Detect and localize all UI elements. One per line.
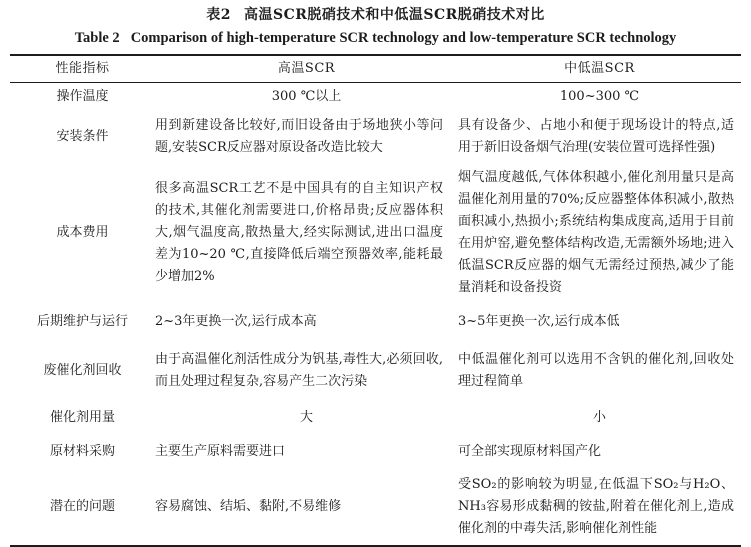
- low-temp-cell: 具有设备少、占地小和便于现场设计的特点,适用于新旧设备烟气治理(安装位置可选择性强): [458, 118, 734, 155]
- table-caption: [0, 0, 751, 48]
- low-temp-cell: 100~300 ℃: [559, 89, 640, 104]
- low-temp-cell: 烟气温度越低,气体体积越小,催化剂用量只是高温催化剂用量的70%;反应器整体体积减小,散热面积减小,热损小;系统结构集成度高,适用于目前在用炉窑,避免整体结构改造,无需额外场地;进入低温SCR反应器的烟气无需经过预热,减少了能量消耗和设备投资: [458, 170, 734, 295]
- table-header-row: [10, 56, 741, 83]
- high-temp-cell: 容易腐蚀、结垢、黏附,不易维修: [155, 499, 342, 514]
- row-indicator: 废催化剂回收: [43, 363, 122, 378]
- row-indicator: 成本费用: [56, 225, 109, 240]
- low-temp-cell: 小: [592, 410, 606, 425]
- low-temp-cell: 受SO₂的影响较为明显,在低温下SO₂与H₂O、NH₃容易形成黏稠的铵盐,附着在催化剂上,造成催化剂的中毒失活,影响催化剂性能: [458, 477, 734, 536]
- high-temp-cell: 大: [299, 410, 313, 425]
- high-temp-cell: 由于高温催化剂活性成分为钒基,毒性大,必须回收,而且处理过程复杂,容易产生二次污染: [155, 352, 443, 389]
- caption-zh-label: 表2: [206, 7, 231, 23]
- caption-en-title: Comparison of high-temperature SCR technology and low-temperature SCR technology: [130, 30, 677, 46]
- header-indicator: 性能指标: [55, 61, 110, 76]
- low-temp-cell: 中低温催化剂可以选用不含钒的催化剂,回收处理过程简单: [458, 352, 734, 389]
- low-temp-cell: 3~5年更换一次,运行成本低: [458, 314, 620, 329]
- caption-en-label: Table 2: [74, 30, 120, 46]
- header-high-temp-scr: 高温SCR: [277, 61, 336, 76]
- header-low-temp-scr: 中低温SCR: [564, 61, 635, 76]
- row-indicator: 原材料采购: [49, 444, 115, 459]
- table-row-cost: [10, 163, 741, 303]
- table-row-catalyst-dosage: [10, 401, 741, 435]
- table-row-raw-material-procurement: [10, 435, 741, 469]
- caption-chinese: [0, 5, 751, 25]
- low-temp-cell: 可全部实现原材料国产化: [458, 444, 602, 459]
- table-row-spent-catalyst-recovery: [10, 341, 741, 401]
- high-temp-cell: 很多高温SCR工艺不是中国具有的自主知识产权的技术,其催化剂需要进口,价格昂贵;反应器体积大,烟气温度高,散热量大,经实际测试,进出口温度差为10~20 ℃,直接降低后端空预器效率,能耗最少增加2%: [155, 181, 443, 284]
- table-row-installation-conditions: [10, 111, 741, 163]
- table-row-potential-problems: [10, 469, 741, 545]
- caption-zh-title: 高温SCR脱硝技术和中低温SCR脱硝技术对比: [243, 7, 545, 23]
- high-temp-cell: 主要生产原料需要进口: [155, 444, 286, 459]
- high-temp-cell: 用到新建设备比较好,而旧设备由于场地狭小等问题,安装SCR反应器对原设备改造比较大: [155, 118, 443, 155]
- comparison-table: [10, 54, 741, 547]
- table-row-maintenance-operation: [10, 303, 741, 341]
- high-temp-cell: 300 ℃以上: [271, 89, 342, 104]
- table-row-operating-temperature: [10, 83, 741, 111]
- high-temp-cell: 2~3年更换一次,运行成本高: [155, 314, 317, 329]
- caption-english: [0, 28, 751, 48]
- row-indicator: 安装条件: [56, 129, 109, 144]
- row-indicator: 催化剂用量: [49, 410, 115, 425]
- row-indicator: 潜在的问题: [49, 499, 115, 514]
- row-indicator: 后期维护与运行: [36, 314, 128, 329]
- row-indicator: 操作温度: [56, 89, 109, 104]
